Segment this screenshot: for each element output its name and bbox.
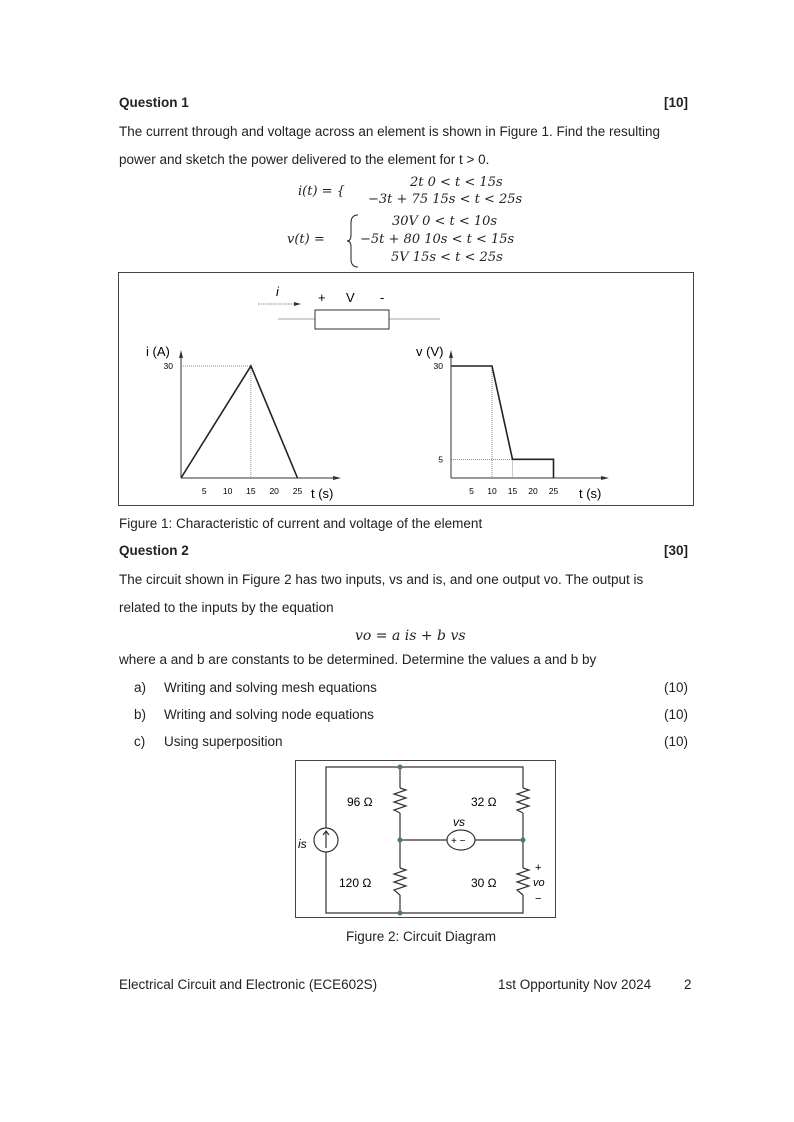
figure-1-frame bbox=[119, 273, 694, 506]
question-2-equation: vo = a is + b vs bbox=[355, 628, 466, 644]
current-plot-x-tick-label: 25 bbox=[292, 486, 303, 496]
voltage-plot-x-tick-label: 20 bbox=[528, 486, 538, 496]
part-a-text: Writing and solving mesh equations bbox=[164, 680, 377, 695]
current-plot-y-label: i (A) bbox=[146, 344, 170, 359]
equation-v-case3: 5V 15s < t < 25s bbox=[391, 250, 503, 265]
resistor-96-label: 96 Ω bbox=[347, 795, 373, 809]
part-c-marks: (10) bbox=[663, 734, 688, 749]
figure-1 bbox=[118, 272, 695, 507]
question-1-text-line2: power and sketch the power delivered to the element for t > 0. bbox=[119, 152, 490, 167]
figure-1-caption: Figure 1: Characteristic of current and voltage of the element bbox=[119, 516, 483, 531]
part-c-label: c) bbox=[134, 734, 146, 749]
voltage-plot-y-label: v (V) bbox=[416, 344, 444, 359]
equation-v-lhs: v(t) = bbox=[287, 232, 325, 247]
current-plot-x-tick-label: 5 bbox=[201, 486, 207, 496]
part-b-label: b) bbox=[134, 707, 147, 722]
resistor-30-label: 30 Ω bbox=[471, 876, 497, 890]
voltage-plot-x-tick-label: 10 bbox=[487, 486, 497, 496]
question-1-text-line1: The current through and voltage across an element is shown in Figure 1. Find the resulting bbox=[119, 124, 661, 139]
question-1-title: Question 1 bbox=[119, 95, 189, 110]
voltage-plot bbox=[416, 344, 609, 501]
part-b-text: Writing and solving node equations bbox=[164, 707, 374, 722]
current-plot-x-label: t (s) bbox=[311, 486, 334, 501]
question-2-marks: [30] bbox=[663, 543, 688, 558]
question-2-text-line1: The circuit shown in Figure 2 has two inputs, vs and is, and one output vo. The output is bbox=[119, 572, 644, 587]
is-label: is bbox=[298, 837, 307, 851]
element-current-label: i bbox=[276, 284, 279, 299]
figure-2-circuit bbox=[295, 760, 557, 919]
current-plot-curve bbox=[181, 366, 298, 478]
element-box bbox=[315, 310, 389, 329]
voltage-plot-y-tick-label: 30 bbox=[433, 361, 443, 371]
voltage-plot-x-tick-label: 15 bbox=[507, 486, 518, 496]
equation-i-case1: 2t 0 < t < 15s bbox=[410, 175, 503, 190]
part-a-marks: (10) bbox=[663, 680, 688, 695]
equation-v-case2: −5t + 80 10s < t < 15s bbox=[360, 232, 515, 247]
question-1-marks: [10] bbox=[663, 95, 688, 110]
element-minus-label: - bbox=[380, 290, 385, 305]
current-plot-x-tick-label: 20 bbox=[269, 486, 279, 496]
voltage-plot-curve bbox=[451, 366, 554, 478]
resistor-32-label: 32 Ω bbox=[471, 795, 497, 809]
voltage-plot-x-arrow-icon bbox=[601, 476, 609, 480]
current-plot-x-tick-label: 10 bbox=[222, 486, 233, 496]
footer-course: Electrical Circuit and Electronic (ECE602S) bbox=[119, 977, 378, 992]
resistor-32-ohm bbox=[517, 788, 529, 813]
element-voltage-label: V bbox=[346, 290, 355, 305]
question-2-text-line2: related to the inputs by the equation bbox=[119, 600, 334, 615]
question-2-title: Question 2 bbox=[119, 543, 189, 558]
part-a-label: a) bbox=[134, 680, 147, 695]
current-plot-y-arrow-icon bbox=[179, 350, 183, 358]
voltage-plot-x-label: t (s) bbox=[579, 486, 602, 501]
element-plus-label: + bbox=[318, 290, 326, 305]
figure-2-caption: Figure 2: Circuit Diagram bbox=[346, 929, 497, 944]
resistor-30-ohm bbox=[517, 868, 529, 895]
current-arrow-icon bbox=[294, 302, 301, 306]
vo-minus-label: − bbox=[535, 893, 542, 905]
voltage-plot-x-tick-label: 5 bbox=[469, 486, 474, 496]
question-2-where-text: where a and b are constants to be determined. Determine the values a and b by bbox=[119, 652, 597, 667]
resistor-120-ohm bbox=[394, 868, 406, 895]
resistor-96-ohm bbox=[394, 788, 406, 813]
equation-v-case1: 30V 0 < t < 10s bbox=[392, 214, 498, 229]
vs-polarity-label: + − bbox=[451, 836, 466, 847]
vo-plus-label: + bbox=[535, 862, 542, 874]
equation-v-brace bbox=[346, 213, 360, 269]
vo-label: vo bbox=[533, 877, 545, 889]
current-plot-y-tick-label: 30 bbox=[163, 361, 173, 371]
current-plot-x-tick-label: 15 bbox=[246, 486, 256, 496]
footer-page-number: 2 bbox=[684, 977, 692, 992]
circuit-wires bbox=[326, 767, 523, 913]
resistor-120-label: 120 Ω bbox=[339, 876, 372, 890]
equation-i-case2: −3t + 75 15s < t < 25s bbox=[368, 192, 523, 207]
voltage-plot-y-tick-label: 5 bbox=[438, 454, 443, 465]
vs-label: vs bbox=[453, 815, 465, 829]
part-c-text: Using superposition bbox=[164, 734, 283, 749]
current-plot-x-arrow-icon bbox=[333, 476, 341, 480]
voltage-plot-y-arrow-icon bbox=[449, 350, 453, 358]
footer-opportunity: 1st Opportunity Nov 2024 bbox=[498, 977, 652, 992]
voltage-plot-x-tick-label: 25 bbox=[548, 486, 559, 496]
equation-i-lhs: i(t) = { bbox=[298, 184, 345, 199]
part-b-marks: (10) bbox=[663, 707, 688, 722]
current-plot bbox=[146, 344, 341, 501]
